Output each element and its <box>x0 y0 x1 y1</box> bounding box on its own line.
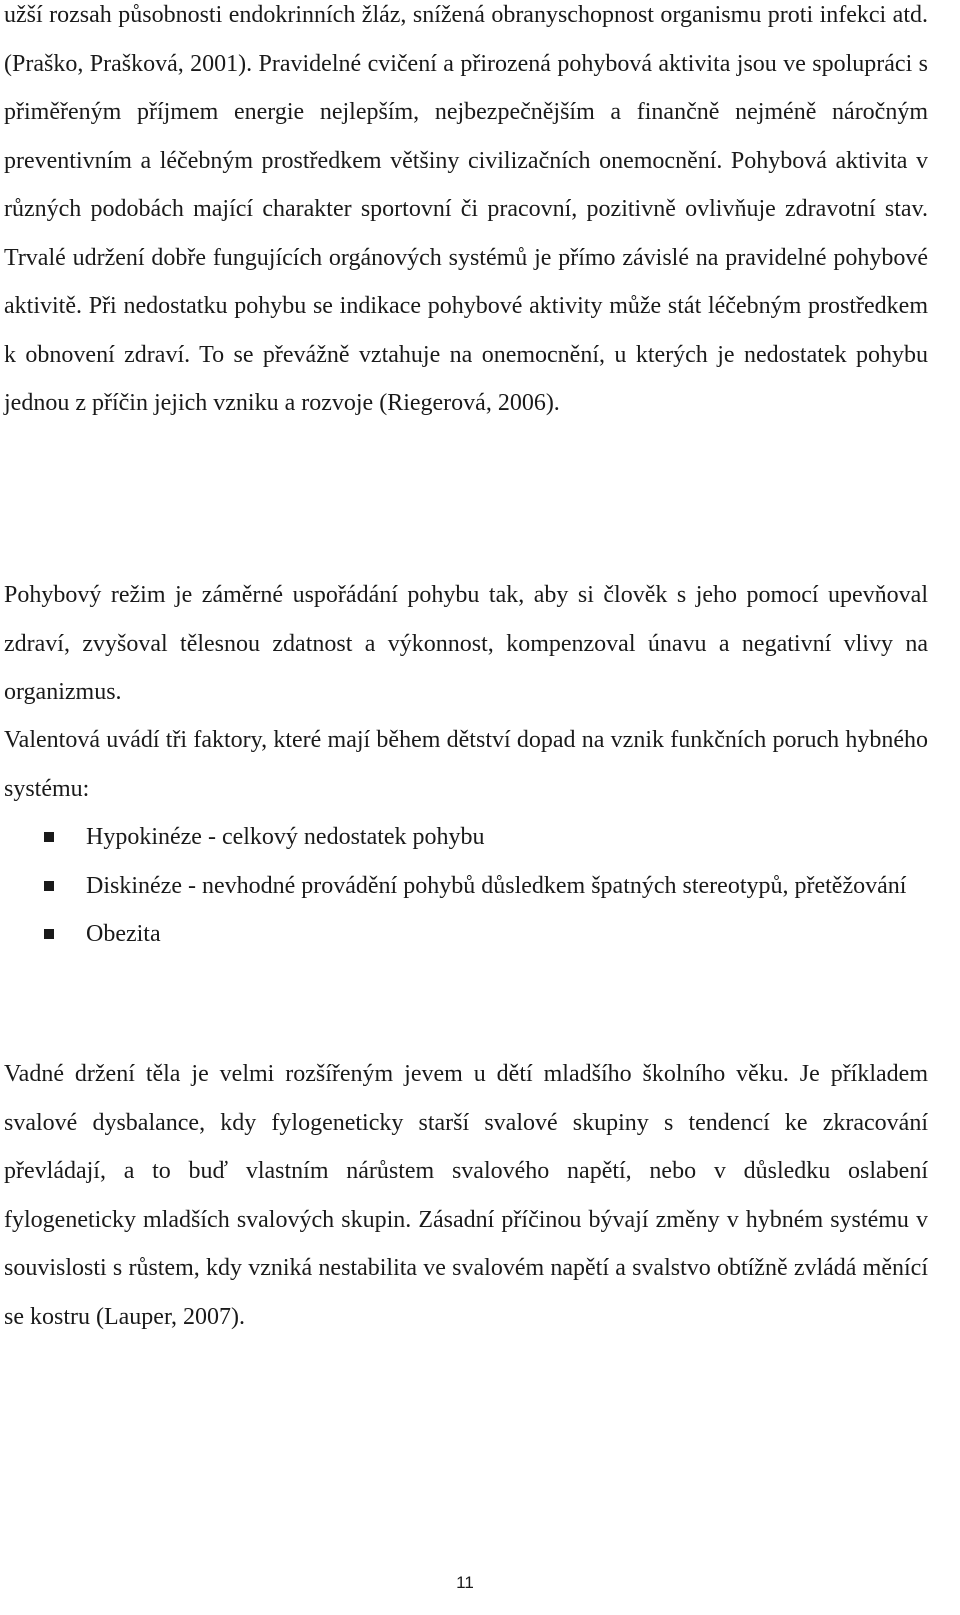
page-number: 11 <box>456 1573 474 1592</box>
square-bullet-icon <box>44 929 54 939</box>
list-item-text: Hypokinéze - celkový nedostatek pohybu <box>86 824 485 850</box>
factors-list <box>0 813 928 959</box>
paragraph-physical-activity: užší rozsah působnosti endokrinních žláz, snížená obranyschopnost organismu proti infekci atd. (Praško, Prašková, 2001). Pravidelné cvičení a přirozená pohybová aktivita jsou ve spolupráci s přiměřeným příjmem energie nejlepším, nejbezpečnějším a finančně nejméně náročným preventivním a léčebným prostředkem většiny civilizačních onemocnění. Pohybová aktivita v různých podobách mající charakter sportovní či pracovní, pozitivně ovlivňuje zdravotní stav. Trvalé udržení dobře fungujících orgánových systémů je přímo závislé na pravidelné pohybové aktivitě. Při nedostatku pohybu se indikace pohybové aktivity může stát léčebným prostředkem k obnovení zdraví. To se převážně vztahuje na onemocnění, u kterých je nedostatek pohybu jednou z příčin jejich vzniku a rozvoje (Riegerová, 2006). <box>4 2 928 416</box>
square-bullet-icon <box>44 881 54 891</box>
paragraph-movement-regime: Pohybový režim je záměrné uspořádání pohybu tak, aby si člověk s jeho pomocí upevňoval zdraví, zvyšoval tělesnou zdatnost a výkonnost, kompenzoval únavu a negativní vlivy na organizmus. <box>4 582 928 705</box>
list-item-text: Diskinéze - nevhodné provádění pohybů důsledkem špatných stereotypů, přetěžování <box>86 872 907 899</box>
list-item-text: Obezita <box>86 921 161 947</box>
list-item <box>0 862 928 911</box>
square-bullet-icon <box>44 832 54 842</box>
paragraph-valentova-factors: Valentová uvádí tři faktory, které mají během dětství dopad na vznik funkčních poruch hybného systému: <box>4 727 928 802</box>
list-item <box>0 910 928 959</box>
paragraph-posture: Vadné držení těla je velmi rozšířeným jevem u dětí mladšího školního věku. Je příkladem svalové dysbalance, kdy fylogeneticky starší svalové skupiny s tendencí ke zkracování převládají, a to buď vlastním nárůstem svalového napětí, nebo v důsledku oslabení fylogeneticky mladších svalových skupin. Zásadní příčinou bývají změny v hybném systému v souvislosti s růstem, kdy vzniká nestabilita ve svalovém napětí a svalstvo obtížně zvládá měnící se kostru (Lauper, 2007). <box>4 1061 928 1330</box>
list-item <box>0 813 928 862</box>
